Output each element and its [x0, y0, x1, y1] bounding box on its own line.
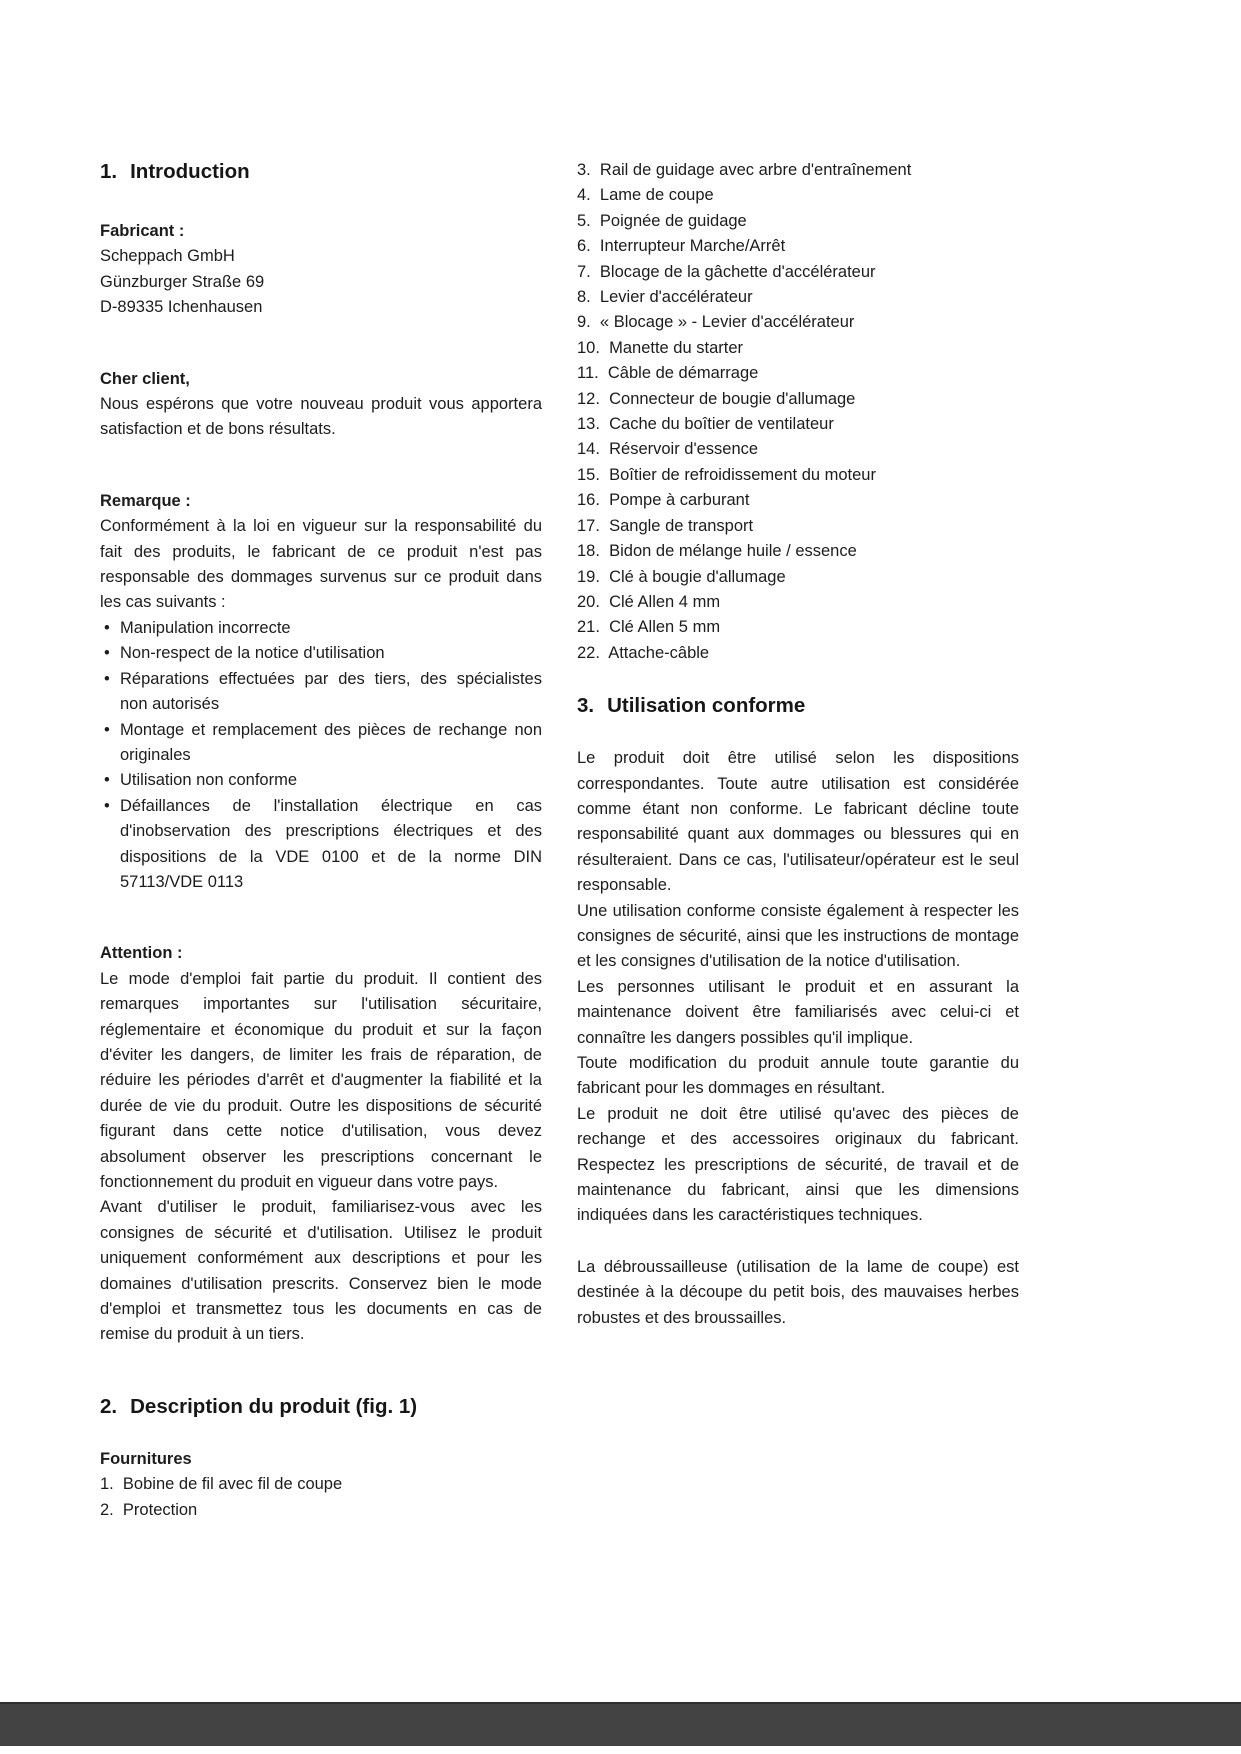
parts-list-item: 12. Connecteur de bougie d'allumage: [577, 389, 856, 408]
remarque-intro: Conformément à la loi en vigueur sur la responsabilité du fait des produits, le fabricant de ce produit n'est pas responsable des dommages survenus sur ce produit dans les cas suivants :: [100, 517, 542, 612]
attention-paragraph: Le mode d'emploi fait partie du produit. Il contient des remarques importantes sur l'utilisation sécuritaire, réglementaire et économique du produit et sur la façon d'éviter les dangers, de limiter les frais de réparation, de réduire les périodes d'arrêt et d'augmenter la fiabilité et la durée de vie du produit. Outre les dispositions de sécurité figurant dans cette notice d'utilisation, vous devez absolument observer les prescriptions concernant le fonctionnement du produit en vigueur dans votre pays.: [100, 969, 542, 1191]
section-number: 2.: [100, 1394, 118, 1418]
fabricant-block: [100, 219, 542, 321]
fabricant-city: D-89335 Ichenhausen: [100, 298, 263, 317]
page-bottom-bar: [0, 1702, 1241, 1746]
fournitures-item: 1. Bobine de fil avec fil de coupe: [100, 1475, 343, 1494]
fournitures-list: [100, 1472, 542, 1523]
utilisation-paragraph: Les personnes utilisant le produit et en assurant la maintenance doivent être familiarisés avec celui-ci et connaître les dangers possibles qu'il implique.: [577, 977, 1019, 1047]
parts-list-item: 17. Sangle de transport: [577, 516, 754, 535]
attention-block: [100, 941, 542, 1348]
parts-list-item: 4. Lame de coupe: [577, 186, 714, 205]
remarque-bullet-list: [100, 616, 542, 895]
client-label: Cher client,: [100, 369, 190, 388]
section-heading-introduction: [100, 158, 542, 186]
remarque-block: [100, 489, 542, 896]
parts-list-item: 5. Poignée de guidage: [577, 211, 747, 230]
client-text: Nous espérons que votre nouveau produit vous apportera satisfaction et de bons résultats.: [100, 395, 542, 439]
fabricant-name: Scheppach GmbH: [100, 247, 235, 266]
section-heading-utilisation: [577, 692, 1019, 720]
utilisation-final-paragraph: La débroussailleuse (utilisation de la lame de coupe) est destinée à la découpe du petit bois, des mauvaises herbes robustes et des broussailles.: [577, 1257, 1019, 1327]
parts-list-item: 14. Réservoir d'essence: [577, 440, 759, 459]
attention-label: Attention :: [100, 944, 183, 963]
remarque-label: Remarque :: [100, 491, 191, 510]
parts-list-item: 13. Cache du boîtier de ventilateur: [577, 415, 834, 434]
parts-list-item: 16. Pompe à carburant: [577, 491, 750, 510]
parts-list-item: 21. Clé Allen 5 mm: [577, 618, 721, 637]
parts-list-item: 9. « Blocage » - Levier d'accélérateur: [577, 313, 855, 332]
fournitures-label: Fournitures: [100, 1449, 192, 1468]
parts-list: [577, 158, 1019, 666]
section-title: Introduction: [130, 160, 250, 183]
utilisation-paragraph: Le produit ne doit être utilisé qu'avec des pièces de rechange et des accessoires originaux du fabricant. Respectez les prescriptions de sécurité, de travail et de maintenance du fabricant, ainsi que les dimensions indiquées dans les caractéristiques techniques.: [577, 1104, 1019, 1225]
parts-list-item: 22. Attache-câble: [577, 643, 710, 662]
bullet-item: • Manipulation incorrecte: [100, 616, 542, 641]
parts-list-item: 19. Clé à bougie d'allumage: [577, 567, 786, 586]
section-number: 1.: [100, 160, 118, 183]
left-column: [100, 158, 542, 1523]
parts-list-item: 10. Manette du starter: [577, 338, 744, 357]
two-column-layout: [100, 158, 1241, 1523]
parts-list-item: 18. Bidon de mélange huile / essence: [577, 542, 857, 561]
parts-list-item: 7. Blocage de la gâchette d'accélérateur: [577, 262, 876, 281]
utilisation-block: [577, 746, 1019, 1331]
parts-list-item: 15. Boîtier de refroidissement du moteur: [577, 465, 876, 484]
bullet-item: • Réparations effectuées par des tiers, des spécialistes non autorisés: [100, 667, 542, 718]
fabricant-street: Günzburger Straße 69: [100, 272, 265, 291]
utilisation-paragraph: Le produit doit être utilisé selon les dispositions correspondantes. Toute autre utilisation est considérée comme étant non conforme. Le fabricant décline toute responsabilité quant aux dommages ou blessures qui en résulteraient. Dans ce cas, l'utilisateur/opérateur est le seul responsable.: [577, 749, 1019, 895]
parts-list-item: 11. Câble de démarrage: [577, 364, 759, 383]
utilisation-paragraph: Une utilisation conforme consiste également à respecter les consignes de sécurité, ainsi que les instructions de montage et les consignes d'utilisation de la notice d'utilisation.: [577, 901, 1019, 971]
fabricant-label: Fabricant :: [100, 222, 185, 240]
section-title: Description du produit (fig. 1): [130, 1394, 418, 1418]
fournitures-item: 2. Protection: [100, 1500, 198, 1519]
bullet-item: • Non-respect de la notice d'utilisation: [100, 641, 542, 666]
bullet-item: • Utilisation non conforme: [100, 768, 542, 793]
right-column: [577, 158, 1019, 1523]
parts-list-item: 6. Interrupteur Marche/Arrêt: [577, 237, 786, 256]
parts-list-item: 3. Rail de guidage avec arbre d'entraînement: [577, 161, 912, 179]
utilisation-paragraph: Toute modification du produit annule toute garantie du fabricant pour les dommages en résultant.: [577, 1054, 1019, 1098]
parts-list-item: 8. Levier d'accélérateur: [577, 288, 753, 307]
section-title: Utilisation conforme: [607, 694, 806, 718]
section-heading-description: [100, 1393, 542, 1421]
fournitures-block: [100, 1447, 542, 1523]
bullet-item: • Défaillances de l'installation électrique en cas d'inobservation des prescriptions électriques et des dispositions de la VDE 0100 et de la norme DIN 57113/VDE 0113: [100, 794, 542, 896]
attention-paragraph: Avant d'utiliser le produit, familiarisez-vous avec les consignes de sécurité et d'utilisation. Utilisez le produit uniquement conformément aux descriptions et pour les domaines d'utilisation prescrits. Conservez bien le mode d'emploi et transmettez tous les documents en cas de remise du produit à un tiers.: [100, 1198, 542, 1344]
parts-list-item: 20. Clé Allen 4 mm: [577, 592, 721, 611]
client-block: [100, 367, 542, 443]
bullet-item: • Montage et remplacement des pièces de rechange non originales: [100, 718, 542, 769]
section-number: 3.: [577, 694, 595, 718]
